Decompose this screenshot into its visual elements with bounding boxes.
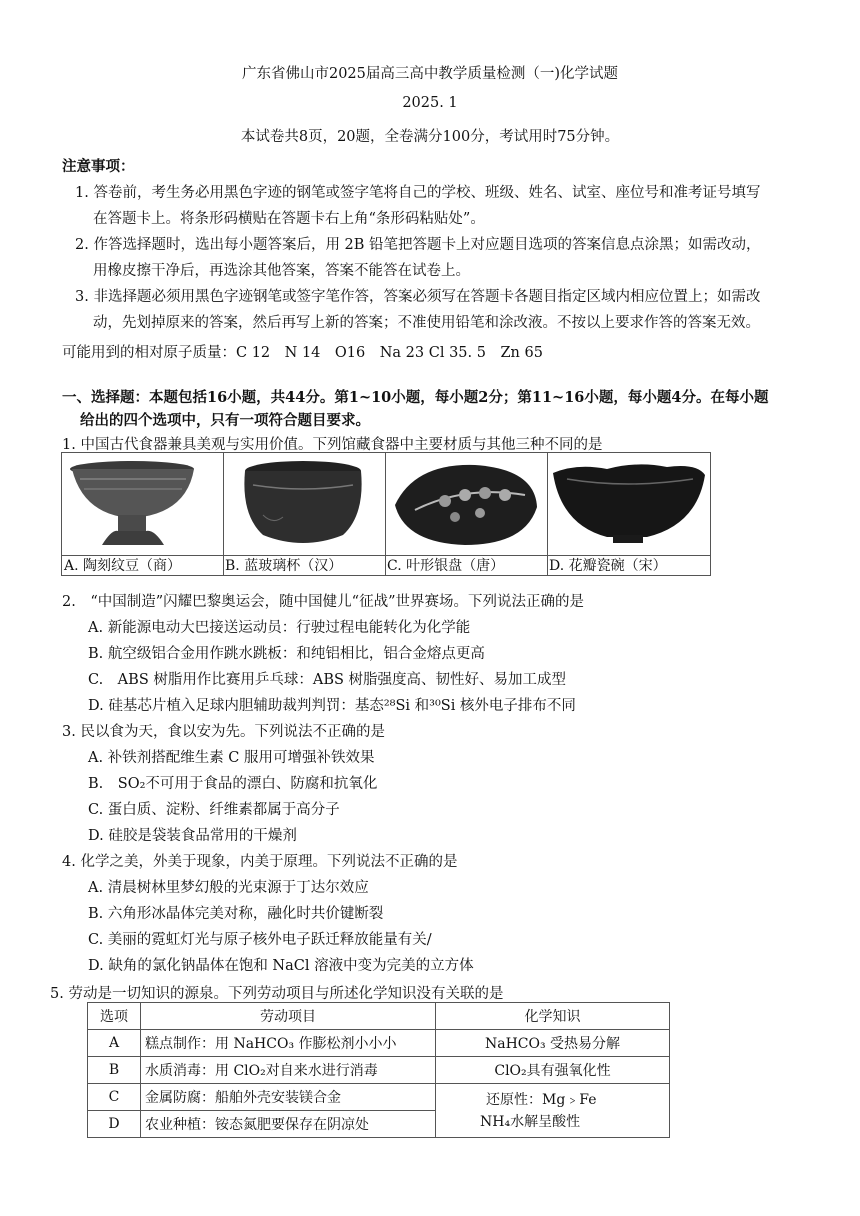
row-task: 水质消毒：用 ClO₂对自来水进行消毒 <box>141 1057 436 1084</box>
glass-cup-image <box>223 455 385 551</box>
row-option: D <box>88 1111 141 1138</box>
q3-option-c: C. 蛋白质、淀粉、纤维素都属于高分子 <box>88 802 340 818</box>
q1-caption-c: C. 叶形银盘（唐） <box>385 555 547 575</box>
exam-info: 本试卷共8页，20题，全卷满分100分，考试用时75分钟。 <box>240 129 620 145</box>
table-row <box>88 1057 670 1084</box>
notes-heading: 注意事项： <box>62 158 135 175</box>
q2-stem: 2. “中国制造”闪耀巴黎奥运会，随中国健儿“征战”世界赛场。下列说法正确的是 <box>62 594 584 610</box>
row-knowledge: NaHCO₃ 受热易分解 <box>436 1030 670 1057</box>
merged-knowledge-cell <box>436 1084 670 1138</box>
note-3-line2: 动，先划掉原来的答案，然后再写上新的答案；不准使用铅笔和涂改液。不按以上要求作答的答案无效。 <box>93 315 760 331</box>
q1-caption-b: B. 蓝玻璃杯（汉） <box>223 555 385 575</box>
row-option: A <box>88 1030 141 1057</box>
q4-option-d: D. 缺角的氯化钠晶体在饱和 NaCl 溶液中变为完美的立方体 <box>88 958 474 974</box>
row-task: 农业种植：铵态氮肥要保存在阴凉处 <box>141 1111 436 1138</box>
note-1-line2: 在答题卡上。将条形码横贴在答题卡右上角“条形码粘贴处”。 <box>93 211 485 227</box>
table-row <box>88 1030 670 1057</box>
q4-stem: 4. 化学之美，外美于现象，内美于原理。下列说法不正确的是 <box>62 854 458 870</box>
q3-stem: 3. 民以食为天，食以安为先。下列说法不正确的是 <box>62 724 385 740</box>
row-option: B <box>88 1057 141 1084</box>
note-3-line1: 3. 非选择题必须用黑色字迹钢笔或签字笔作答，答案必须写在答题卡各题目指定区域内相应位置上；如需改 <box>75 289 761 305</box>
row-task: 糕点制作：用 NaHCO₃ 作膨松剂小小小 <box>141 1030 436 1057</box>
q5-stem: 5. 劳动是一切知识的源泉。下列劳动项目与所述化学知识没有关联的是 <box>50 986 504 1002</box>
q3-option-b: B. SO₂不可用于食品的漂白、防腐和抗氧化 <box>88 776 378 792</box>
exam-date: 2025. 1 <box>402 95 458 111</box>
q1-caption-a: A. 陶刻纹豆（商） <box>62 555 223 575</box>
q5-table <box>87 1002 670 1138</box>
row-knowledge: 还原性：Mg﹥Fe <box>486 1091 597 1108</box>
q1-option-a-cell <box>62 453 224 575</box>
q1-option-c-cell <box>385 453 548 575</box>
q2-option-a: A. 新能源电动大巴接送运动员：行驶过程电能转化为化学能 <box>88 620 471 636</box>
note-2-line2: 用橡皮擦干净后，再选涂其他答案，答案不能答在试卷上。 <box>93 263 470 279</box>
silver-plate-image <box>385 455 547 551</box>
header-task: 劳动项目 <box>141 1003 436 1030</box>
q1-stem: 1. 中国古代食器兼具美观与实用价值。下列馆藏食器中主要材质与其他三种不同的是 <box>62 437 603 453</box>
q4-option-b: B. 六角形冰晶体完美对称，融化时共价键断裂 <box>88 906 384 922</box>
q1-image-table <box>61 452 711 576</box>
row-task: 金属防腐：船舶外壳安装镁合金 <box>141 1084 436 1111</box>
q1-option-b-cell <box>223 453 386 575</box>
row-option: C <box>88 1084 141 1111</box>
table-row <box>88 1084 670 1111</box>
q4-option-c: C. 美丽的霓虹灯光与原子核外电子跃迁释放能量有关/ <box>88 932 432 948</box>
row-knowledge: ClO₂具有强氧化性 <box>436 1057 670 1084</box>
q4-option-a: A. 清晨树林里梦幻般的光束源于丁达尔效应 <box>88 880 369 896</box>
exam-title: 广东省佛山市2025届高三高中教学质量检测（一)化学试题 <box>241 66 619 82</box>
pottery-dou-image <box>62 455 223 551</box>
q2-option-c: C. ABS 树脂用作比赛用乒乓球：ABS 树脂强度高、韧性好、易加工成型 <box>88 672 567 688</box>
header-knowledge: 化学知识 <box>436 1003 670 1030</box>
q3-option-d: D. 硅胶是袋装食品常用的干燥剂 <box>88 828 297 844</box>
q2-option-b: B. 航空级铝合金用作跳水跳板：和纯铝相比，铝合金熔点更高 <box>88 646 485 662</box>
note-1-line1: 1. 答卷前，考生务必用黑色字迹的钢笔或签字笔将自己的学校、班级、姓名、试室、座位号和准考证号填写 <box>75 185 761 201</box>
q3-option-a: A. 补铁剂搭配维生素 C 服用可增强补铁效果 <box>88 750 375 766</box>
porcelain-bowl-image <box>547 455 710 551</box>
section1-line1: 一、选择题：本题包括16小题，共44分。第1~10小题，每小题2分；第11~16小题，每小题4分。在每小题 <box>62 389 769 406</box>
q2-option-d: D. 硅基芯片植入足球内胆辅助裁判判罚：基态²⁸Si 和³⁰Si 核外电子排布不同 <box>88 698 576 714</box>
row-knowledge: NH₄水解呈酸性 <box>480 1113 581 1130</box>
q1-option-d-cell <box>547 453 710 575</box>
q1-caption-d: D. 花瓣瓷碗（宋） <box>547 555 710 575</box>
section1-line2: 给出的四个选项中，只有一项符合题目要求。 <box>80 412 370 429</box>
atomic-masses: 可能用到的相对原子质量：C 12 N 14 O16 Na 23 Cl 35. 5 Zn 65 <box>62 345 543 361</box>
note-2-line1: 2. 作答选择题时，选出每小题答案后，用 2B 铅笔把答题卡上对应题目选项的答案信息点涂黑；如需改动， <box>75 237 761 253</box>
header-option: 选项 <box>88 1003 141 1030</box>
table-header-row <box>88 1003 670 1030</box>
